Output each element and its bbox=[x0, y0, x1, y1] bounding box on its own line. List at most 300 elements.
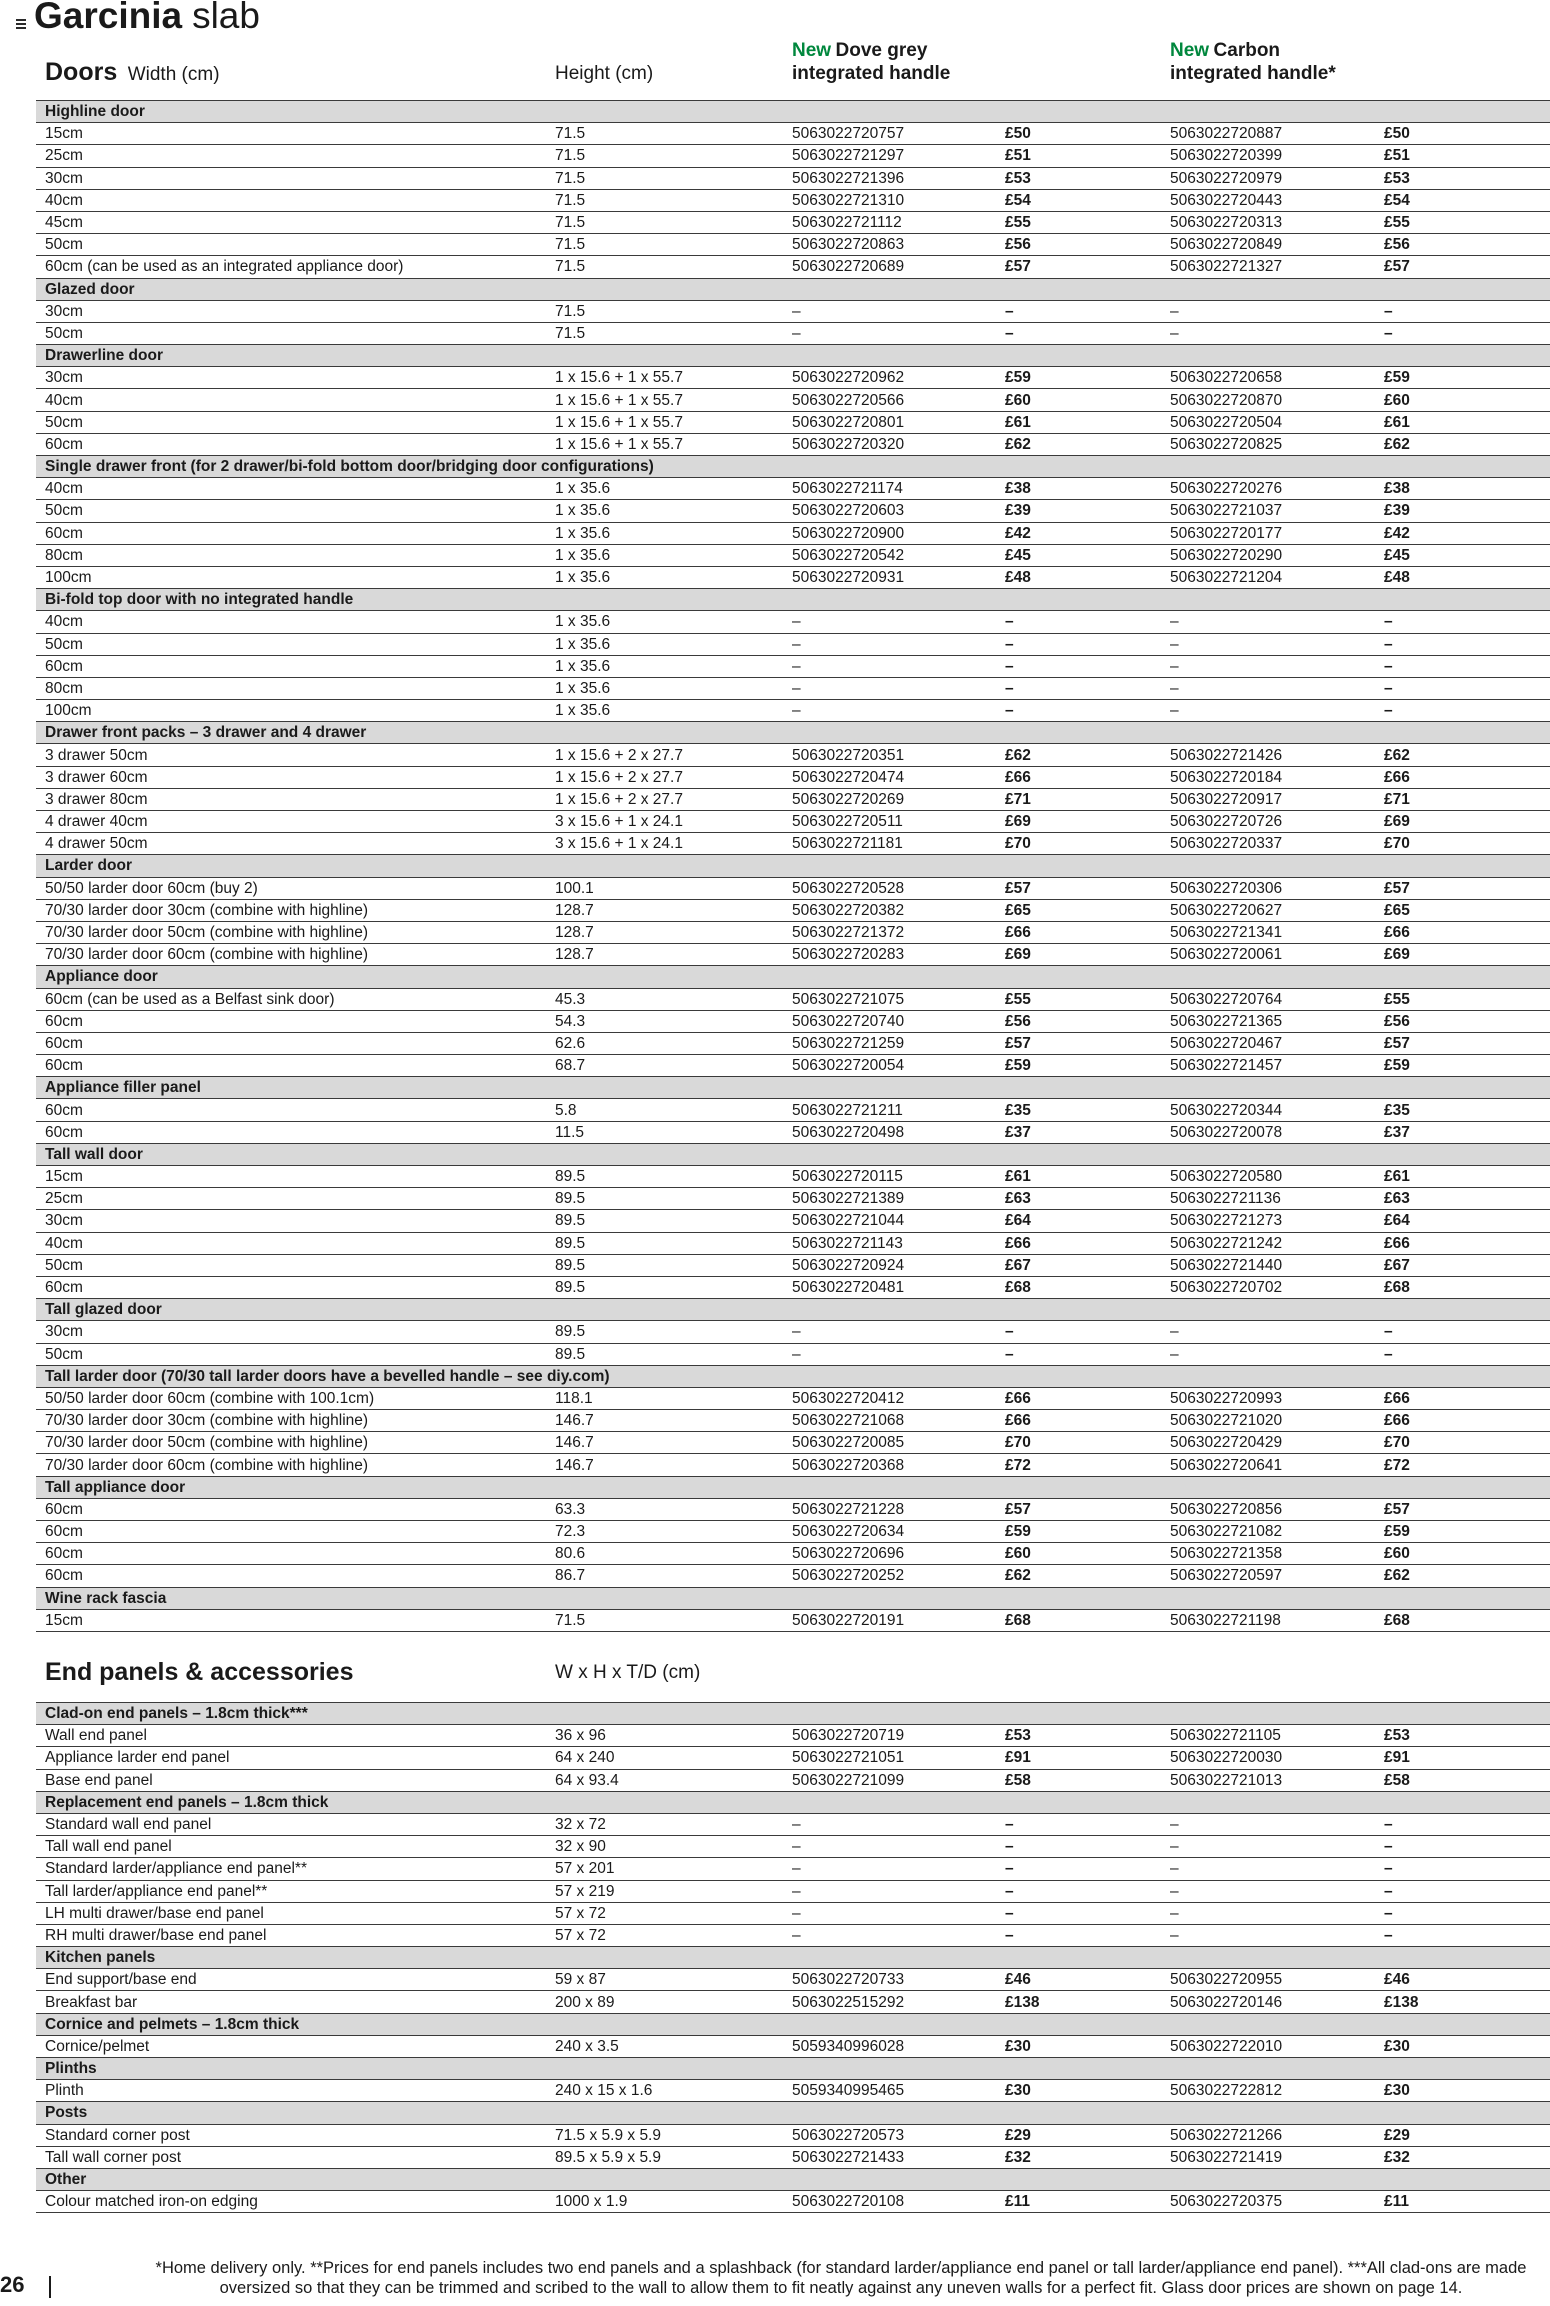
dimension-cell: 3 x 15.6 + 1 x 24.1 bbox=[546, 833, 783, 855]
size-cell: 80cm bbox=[36, 544, 546, 566]
dimension-cell: 80.6 bbox=[546, 1543, 783, 1565]
table-row bbox=[36, 1321, 1550, 1343]
carbon-code-cell: – bbox=[1161, 1813, 1375, 1835]
carbon-code-cell: 5063022720061 bbox=[1161, 944, 1375, 966]
dove-grey-code-cell: 5063022720320 bbox=[783, 433, 996, 455]
dove-grey-price-cell: £69 bbox=[996, 811, 1161, 833]
footnote: *Home delivery only. **Prices for end panels includes two end panels and a splashback (for standard larder/appliance end panel or tall larder/appliance end panel). ***All clad-ons are made oversized so that they can be trimmed and scribed to the wall to allow them to fit neatly against any uneven walls for a perfect fit. Glass door prices are shown on page 14. bbox=[155, 2259, 1527, 2297]
dimension-cell: 71.5 bbox=[546, 145, 783, 167]
table-row bbox=[36, 1969, 1550, 1991]
dove-grey-price-cell: £64 bbox=[996, 1210, 1161, 1232]
section-header-row bbox=[36, 1077, 1550, 1099]
size-cell: 15cm bbox=[36, 123, 546, 145]
dove-grey-code-cell: 5063022720351 bbox=[783, 744, 996, 766]
dove-grey-price-cell: – bbox=[996, 300, 1161, 322]
size-cell: Standard larder/appliance end panel** bbox=[36, 1858, 546, 1880]
dove-grey-price-cell: £61 bbox=[996, 1166, 1161, 1188]
size-cell: 25cm bbox=[36, 1188, 546, 1210]
carbon-code-cell: 5063022720702 bbox=[1161, 1276, 1375, 1298]
section-header-row bbox=[36, 966, 1550, 988]
width-label: Width (cm) bbox=[127, 64, 220, 85]
carbon-code-cell: 5063022720306 bbox=[1161, 877, 1375, 899]
table-row bbox=[36, 811, 1550, 833]
dove-grey-code-cell: 5063022720801 bbox=[783, 411, 996, 433]
carbon-price-cell: £29 bbox=[1375, 2124, 1550, 2146]
size-cell: 50/50 larder door 60cm (buy 2) bbox=[36, 877, 546, 899]
dove-grey-code-cell: 5063022720603 bbox=[783, 500, 996, 522]
size-cell: 50cm bbox=[36, 1343, 546, 1365]
table-row bbox=[36, 766, 1550, 788]
size-cell: 40cm bbox=[36, 478, 546, 500]
carbon-price-cell: – bbox=[1375, 677, 1550, 699]
carbon-price-cell: £30 bbox=[1375, 2035, 1550, 2057]
size-cell: 30cm bbox=[36, 300, 546, 322]
size-cell: 25cm bbox=[36, 145, 546, 167]
dimension-cell: 89.5 bbox=[546, 1276, 783, 1298]
carbon-code-cell: 5063022720344 bbox=[1161, 1099, 1375, 1121]
size-cell: 15cm bbox=[36, 1609, 546, 1631]
table-row bbox=[36, 566, 1550, 588]
carbon-code-cell: 5063022720979 bbox=[1161, 167, 1375, 189]
carbon-price-cell: £66 bbox=[1375, 1232, 1550, 1254]
table-row bbox=[36, 1099, 1550, 1121]
carbon-price-cell: £35 bbox=[1375, 1099, 1550, 1121]
dove-grey-code-cell: 5063022720054 bbox=[783, 1055, 996, 1077]
dove-grey-price-cell: – bbox=[996, 1924, 1161, 1946]
dimension-cell: 1 x 35.6 bbox=[546, 700, 783, 722]
dove-grey-price-cell: £57 bbox=[996, 256, 1161, 278]
table-row bbox=[36, 167, 1550, 189]
carbon-price-cell: – bbox=[1375, 300, 1550, 322]
dove-grey-code-cell: 5063022720481 bbox=[783, 1276, 996, 1298]
section-title: Tall larder door (70/30 tall larder doors have a bevelled handle – see diy.com) bbox=[36, 1365, 1550, 1387]
dimension-cell: 1 x 15.6 + 2 x 27.7 bbox=[546, 766, 783, 788]
end-panels-table-body bbox=[36, 1703, 1550, 2213]
dove-grey-price-cell: – bbox=[996, 700, 1161, 722]
dimension-cell: 1 x 15.6 + 2 x 27.7 bbox=[546, 788, 783, 810]
dove-grey-price-cell: £68 bbox=[996, 1276, 1161, 1298]
dove-grey-price-cell: £53 bbox=[996, 167, 1161, 189]
size-cell: 60cm bbox=[36, 1099, 546, 1121]
menu-lines-icon bbox=[16, 19, 26, 29]
carbon-price-cell: – bbox=[1375, 1902, 1550, 1924]
section-title: Highline door bbox=[36, 101, 1550, 123]
dove-grey-price-cell: £48 bbox=[996, 566, 1161, 588]
carbon-code-cell: 5063022720290 bbox=[1161, 544, 1375, 566]
table-row bbox=[36, 677, 1550, 699]
dimension-cell: 128.7 bbox=[546, 899, 783, 921]
dimension-cell: 11.5 bbox=[546, 1121, 783, 1143]
carbon-price-cell: £48 bbox=[1375, 566, 1550, 588]
size-cell: LH multi drawer/base end panel bbox=[36, 1902, 546, 1924]
dove-grey-price-cell: £66 bbox=[996, 766, 1161, 788]
dimension-cell: 89.5 bbox=[546, 1254, 783, 1276]
table-row bbox=[36, 921, 1550, 943]
size-cell: 40cm bbox=[36, 189, 546, 211]
dimension-cell: 146.7 bbox=[546, 1454, 783, 1476]
dove-grey-code-cell: 5063022721396 bbox=[783, 167, 996, 189]
size-cell: 70/30 larder door 50cm (combine with highline) bbox=[36, 921, 546, 943]
carbon-code-cell: 5063022721273 bbox=[1161, 1210, 1375, 1232]
doors-section bbox=[36, 38, 1550, 1632]
dove-grey-price-cell: £53 bbox=[996, 1725, 1161, 1747]
carbon-code-cell: – bbox=[1161, 1858, 1375, 1880]
carbon-code-cell: 5063022720849 bbox=[1161, 234, 1375, 256]
dove-grey-code-cell: 5063022720931 bbox=[783, 566, 996, 588]
dove-grey-code-cell: – bbox=[783, 1858, 996, 1880]
dimension-cell: 1 x 35.6 bbox=[546, 655, 783, 677]
section-header-row bbox=[36, 456, 1550, 478]
dimension-cell: 89.5 bbox=[546, 1188, 783, 1210]
size-cell: 4 drawer 40cm bbox=[36, 811, 546, 833]
dove-grey-price-cell: £63 bbox=[996, 1188, 1161, 1210]
section-header-row bbox=[36, 1143, 1550, 1165]
end-panels-section bbox=[36, 1646, 1550, 2213]
dove-grey-code-cell: – bbox=[783, 677, 996, 699]
new-badge: New bbox=[1170, 40, 1210, 61]
carbon-price-cell: £51 bbox=[1375, 145, 1550, 167]
table-row bbox=[36, 1432, 1550, 1454]
carbon-code-cell: 5063022720078 bbox=[1161, 1121, 1375, 1143]
dimension-cell: 89.5 bbox=[546, 1210, 783, 1232]
doors-table bbox=[36, 100, 1550, 1632]
dove-grey-price-cell: £29 bbox=[996, 2124, 1161, 2146]
section-title: Wine rack fascia bbox=[36, 1587, 1550, 1609]
section-header-row bbox=[36, 722, 1550, 744]
dimension-cell: 32 x 72 bbox=[546, 1813, 783, 1835]
section-header-row bbox=[36, 2058, 1550, 2080]
size-cell: 60cm bbox=[36, 433, 546, 455]
dove-grey-code-cell: 5063022720474 bbox=[783, 766, 996, 788]
dove-grey-code-cell: – bbox=[783, 322, 996, 344]
carbon-price-cell: £69 bbox=[1375, 944, 1550, 966]
size-cell: 50/50 larder door 60cm (combine with 100.1cm) bbox=[36, 1387, 546, 1409]
table-row bbox=[36, 1254, 1550, 1276]
dimension-cell: 146.7 bbox=[546, 1410, 783, 1432]
carbon-price-cell: £70 bbox=[1375, 1432, 1550, 1454]
section-header-row bbox=[36, 1791, 1550, 1813]
dove-grey-code-cell: 5063022720740 bbox=[783, 1010, 996, 1032]
carbon-price-cell: £55 bbox=[1375, 211, 1550, 233]
carbon-price-cell: £67 bbox=[1375, 1254, 1550, 1276]
size-cell: 50cm bbox=[36, 322, 546, 344]
dimension-cell: 71.5 bbox=[546, 234, 783, 256]
carbon-price-cell: £59 bbox=[1375, 367, 1550, 389]
section-header-row bbox=[36, 1365, 1550, 1387]
dove-grey-price-cell: £60 bbox=[996, 1543, 1161, 1565]
carbon-price-cell: £68 bbox=[1375, 1276, 1550, 1298]
carbon-code-cell: 5063022721136 bbox=[1161, 1188, 1375, 1210]
dimension-cell: 89.5 bbox=[546, 1343, 783, 1365]
table-row bbox=[36, 1166, 1550, 1188]
title-style: slab bbox=[192, 0, 260, 36]
carbon-code-cell: 5063022720825 bbox=[1161, 433, 1375, 455]
dove-grey-code-cell: 5063022720252 bbox=[783, 1565, 996, 1587]
carbon-price-cell: £61 bbox=[1375, 1166, 1550, 1188]
carbon-code-cell: – bbox=[1161, 633, 1375, 655]
dimension-cell: 71.5 bbox=[546, 300, 783, 322]
dove-grey-price-cell: – bbox=[996, 611, 1161, 633]
section-header-row bbox=[36, 589, 1550, 611]
size-cell: Plinth bbox=[36, 2080, 546, 2102]
carbon-code-cell: – bbox=[1161, 322, 1375, 344]
carbon-price-cell: £50 bbox=[1375, 123, 1550, 145]
size-cell: 60cm (can be used as a Belfast sink door) bbox=[36, 988, 546, 1010]
size-cell: 3 drawer 50cm bbox=[36, 744, 546, 766]
carbon-price-cell: £53 bbox=[1375, 167, 1550, 189]
dove-grey-code-cell: 5063022720498 bbox=[783, 1121, 996, 1143]
carbon-code-cell: 5063022720429 bbox=[1161, 1432, 1375, 1454]
size-cell: 60cm bbox=[36, 1010, 546, 1032]
dove-grey-code-cell: 5063022721310 bbox=[783, 189, 996, 211]
size-cell: 60cm (can be used as an integrated appliance door) bbox=[36, 256, 546, 278]
size-cell: 70/30 larder door 60cm (combine with highline) bbox=[36, 944, 546, 966]
new-badge: New bbox=[792, 40, 832, 61]
dimension-cell: 57 x 219 bbox=[546, 1880, 783, 1902]
table-row bbox=[36, 611, 1550, 633]
dove-grey-price-cell: £67 bbox=[996, 1254, 1161, 1276]
height-label: Height (cm) bbox=[555, 63, 654, 84]
size-cell: 60cm bbox=[36, 1121, 546, 1143]
section-header-row bbox=[36, 345, 1550, 367]
table-row bbox=[36, 1032, 1550, 1054]
size-cell: 70/30 larder door 30cm (combine with highline) bbox=[36, 899, 546, 921]
carbon-code-cell: 5063022720399 bbox=[1161, 145, 1375, 167]
carbon-code-cell: – bbox=[1161, 655, 1375, 677]
carbon-code-cell: 5063022720597 bbox=[1161, 1565, 1375, 1587]
size-cell: 50cm bbox=[36, 411, 546, 433]
size-cell: RH multi drawer/base end panel bbox=[36, 1924, 546, 1946]
size-cell: 50cm bbox=[36, 633, 546, 655]
dove-grey-handle: integrated handle bbox=[792, 63, 951, 84]
carbon-code-cell: 5063022720917 bbox=[1161, 788, 1375, 810]
table-row bbox=[36, 1343, 1550, 1365]
table-row bbox=[36, 988, 1550, 1010]
section-title: Replacement end panels – 1.8cm thick bbox=[36, 1791, 1550, 1813]
end-panels-column-header bbox=[36, 1646, 1550, 1702]
section-header-row bbox=[36, 1299, 1550, 1321]
dimension-cell: 3 x 15.6 + 1 x 24.1 bbox=[546, 811, 783, 833]
size-cell: Colour matched iron-on edging bbox=[36, 2191, 546, 2213]
size-cell: 30cm bbox=[36, 1210, 546, 1232]
carbon-price-cell: £63 bbox=[1375, 1188, 1550, 1210]
size-cell: 40cm bbox=[36, 1232, 546, 1254]
carbon-price-cell: – bbox=[1375, 322, 1550, 344]
carbon-price-cell: £39 bbox=[1375, 500, 1550, 522]
dimension-cell: 1 x 15.6 + 2 x 27.7 bbox=[546, 744, 783, 766]
size-cell: 4 drawer 50cm bbox=[36, 833, 546, 855]
dove-grey-price-cell: £58 bbox=[996, 1769, 1161, 1791]
table-row bbox=[36, 788, 1550, 810]
table-row bbox=[36, 433, 1550, 455]
carbon-price-cell: – bbox=[1375, 1924, 1550, 1946]
dove-grey-price-cell: £62 bbox=[996, 1565, 1161, 1587]
carbon-price-cell: – bbox=[1375, 1836, 1550, 1858]
dove-grey-code-cell: 5063022720283 bbox=[783, 944, 996, 966]
doors-table-body bbox=[36, 101, 1550, 1632]
section-title: Posts bbox=[36, 2102, 1550, 2124]
table-row bbox=[36, 411, 1550, 433]
table-row bbox=[36, 500, 1550, 522]
dove-grey-code-cell: – bbox=[783, 611, 996, 633]
carbon-price-cell: £68 bbox=[1375, 1609, 1550, 1631]
carbon-code-cell: 5063022720375 bbox=[1161, 2191, 1375, 2213]
page-title bbox=[16, 0, 260, 38]
dove-grey-price-cell: – bbox=[996, 1902, 1161, 1924]
dimension-cell: 128.7 bbox=[546, 944, 783, 966]
dimension-cell: 36 x 96 bbox=[546, 1725, 783, 1747]
dove-grey-code-cell: 5063022721228 bbox=[783, 1498, 996, 1520]
carbon-code-cell: 5063022720177 bbox=[1161, 522, 1375, 544]
carbon-code-cell: 5063022721020 bbox=[1161, 1410, 1375, 1432]
size-cell: 70/30 larder door 30cm (combine with highline) bbox=[36, 1410, 546, 1432]
carbon-code-cell: 5063022720337 bbox=[1161, 833, 1375, 855]
dove-grey-price-cell: £70 bbox=[996, 833, 1161, 855]
dove-grey-code-cell: 5063022721068 bbox=[783, 1410, 996, 1432]
carbon-code-cell: 5063022720504 bbox=[1161, 411, 1375, 433]
table-row bbox=[36, 744, 1550, 766]
dove-grey-price-cell: £55 bbox=[996, 211, 1161, 233]
dimension-cell: 1 x 15.6 + 1 x 55.7 bbox=[546, 389, 783, 411]
dove-grey-code-cell: 5063022720115 bbox=[783, 1166, 996, 1188]
table-row bbox=[36, 2035, 1550, 2057]
table-row bbox=[36, 189, 1550, 211]
carbon-price-cell: £53 bbox=[1375, 1725, 1550, 1747]
size-cell: 70/30 larder door 50cm (combine with highline) bbox=[36, 1432, 546, 1454]
dove-grey-code-cell: 5063022721433 bbox=[783, 2146, 996, 2168]
dove-grey-code-cell: – bbox=[783, 655, 996, 677]
table-row bbox=[36, 2124, 1550, 2146]
carbon-code-cell: – bbox=[1161, 700, 1375, 722]
carbon-price-cell: £138 bbox=[1375, 1991, 1550, 2013]
carbon-code-cell: – bbox=[1161, 1836, 1375, 1858]
dove-grey-price-cell: – bbox=[996, 1321, 1161, 1343]
table-row bbox=[36, 1188, 1550, 1210]
dimension-cell: 5.8 bbox=[546, 1099, 783, 1121]
table-row bbox=[36, 833, 1550, 855]
table-row bbox=[36, 700, 1550, 722]
table-row bbox=[36, 1813, 1550, 1835]
size-cell: 60cm bbox=[36, 655, 546, 677]
dimension-cell: 64 x 240 bbox=[546, 1747, 783, 1769]
carbon-price-cell: – bbox=[1375, 700, 1550, 722]
dove-grey-code-cell: 5063022721297 bbox=[783, 145, 996, 167]
section-header-row bbox=[36, 2013, 1550, 2035]
carbon-code-cell: 5063022721105 bbox=[1161, 1725, 1375, 1747]
carbon-price-cell: £66 bbox=[1375, 1410, 1550, 1432]
dimension-cell: 1 x 35.6 bbox=[546, 677, 783, 699]
carbon-price-cell: – bbox=[1375, 1880, 1550, 1902]
dove-grey-code-cell: – bbox=[783, 1880, 996, 1902]
dove-grey-code-cell: 5059340996028 bbox=[783, 2035, 996, 2057]
carbon-price-cell: £59 bbox=[1375, 1055, 1550, 1077]
dove-grey-code-cell: 5063022721181 bbox=[783, 833, 996, 855]
size-cell: 40cm bbox=[36, 389, 546, 411]
size-cell: 60cm bbox=[36, 1032, 546, 1054]
table-row bbox=[36, 1010, 1550, 1032]
dove-grey-header bbox=[792, 40, 950, 86]
title-range-name: Garcinia bbox=[34, 0, 183, 36]
size-cell: 15cm bbox=[36, 1166, 546, 1188]
dove-grey-code-cell: 5063022720719 bbox=[783, 1725, 996, 1747]
dove-grey-code-cell: 5063022720757 bbox=[783, 123, 996, 145]
table-row bbox=[36, 2191, 1550, 2213]
end-panels-heading: End panels & accessories bbox=[45, 1658, 354, 1686]
dimension-cell: 89.5 x 5.9 x 5.9 bbox=[546, 2146, 783, 2168]
size-cell: 60cm bbox=[36, 1276, 546, 1298]
dove-grey-code-cell: 5063022720511 bbox=[783, 811, 996, 833]
dove-grey-price-cell: – bbox=[996, 322, 1161, 344]
table-row bbox=[36, 544, 1550, 566]
doors-heading: Doors bbox=[45, 58, 118, 86]
section-title: Tall appliance door bbox=[36, 1476, 1550, 1498]
table-row bbox=[36, 1055, 1550, 1077]
dimension-cell: 68.7 bbox=[546, 1055, 783, 1077]
size-cell: 30cm bbox=[36, 167, 546, 189]
dove-grey-code-cell: 5059340995465 bbox=[783, 2080, 996, 2102]
carbon-price-cell: £42 bbox=[1375, 522, 1550, 544]
dove-grey-code-cell: – bbox=[783, 1321, 996, 1343]
size-cell: Tall wall end panel bbox=[36, 1836, 546, 1858]
table-row bbox=[36, 1454, 1550, 1476]
table-row bbox=[36, 1498, 1550, 1520]
dove-grey-code-cell: 5063022721211 bbox=[783, 1099, 996, 1121]
dove-grey-code-cell: 5063022720573 bbox=[783, 2124, 996, 2146]
table-row bbox=[36, 1565, 1550, 1587]
dove-grey-price-cell: £38 bbox=[996, 478, 1161, 500]
dove-grey-price-cell: £71 bbox=[996, 788, 1161, 810]
carbon-price-cell: – bbox=[1375, 655, 1550, 677]
carbon-handle: integrated handle* bbox=[1170, 63, 1336, 84]
table-row bbox=[36, 211, 1550, 233]
dove-grey-price-cell: – bbox=[996, 633, 1161, 655]
section-header-row bbox=[36, 278, 1550, 300]
table-row bbox=[36, 1769, 1550, 1791]
dove-grey-price-cell: £57 bbox=[996, 1498, 1161, 1520]
dims-label: W x H x T/D (cm) bbox=[555, 1662, 701, 1683]
size-cell: 80cm bbox=[36, 677, 546, 699]
dimension-cell: 89.5 bbox=[546, 1321, 783, 1343]
table-row bbox=[36, 1924, 1550, 1946]
size-cell: 60cm bbox=[36, 1543, 546, 1565]
dove-grey-code-cell: 5063022721174 bbox=[783, 478, 996, 500]
dove-grey-code-cell: 5063022720962 bbox=[783, 367, 996, 389]
table-row bbox=[36, 899, 1550, 921]
dove-grey-price-cell: £68 bbox=[996, 1609, 1161, 1631]
dimension-cell: 54.3 bbox=[546, 1010, 783, 1032]
dimension-cell: 32 x 90 bbox=[546, 1836, 783, 1858]
section-header-row bbox=[36, 1947, 1550, 1969]
dimension-cell: 63.3 bbox=[546, 1498, 783, 1520]
dimension-cell: 64 x 93.4 bbox=[546, 1769, 783, 1791]
carbon-price-cell: £56 bbox=[1375, 234, 1550, 256]
dove-grey-code-cell: 5063022720108 bbox=[783, 2191, 996, 2213]
carbon-code-cell: 5063022721037 bbox=[1161, 500, 1375, 522]
dove-grey-price-cell: £37 bbox=[996, 1121, 1161, 1143]
carbon-price-cell: £62 bbox=[1375, 1565, 1550, 1587]
carbon-code-cell: 5063022720764 bbox=[1161, 988, 1375, 1010]
carbon-code-cell: 5063022721198 bbox=[1161, 1609, 1375, 1631]
dimension-cell: 240 x 15 x 1.6 bbox=[546, 2080, 783, 2102]
table-row bbox=[36, 367, 1550, 389]
section-title: Larder door bbox=[36, 855, 1550, 877]
dimension-cell: 71.5 bbox=[546, 167, 783, 189]
carbon-name: Carbon bbox=[1213, 40, 1281, 61]
carbon-code-cell: 5063022721341 bbox=[1161, 921, 1375, 943]
carbon-code-cell: 5063022721242 bbox=[1161, 1232, 1375, 1254]
dove-grey-price-cell: £56 bbox=[996, 1010, 1161, 1032]
size-cell: 30cm bbox=[36, 367, 546, 389]
